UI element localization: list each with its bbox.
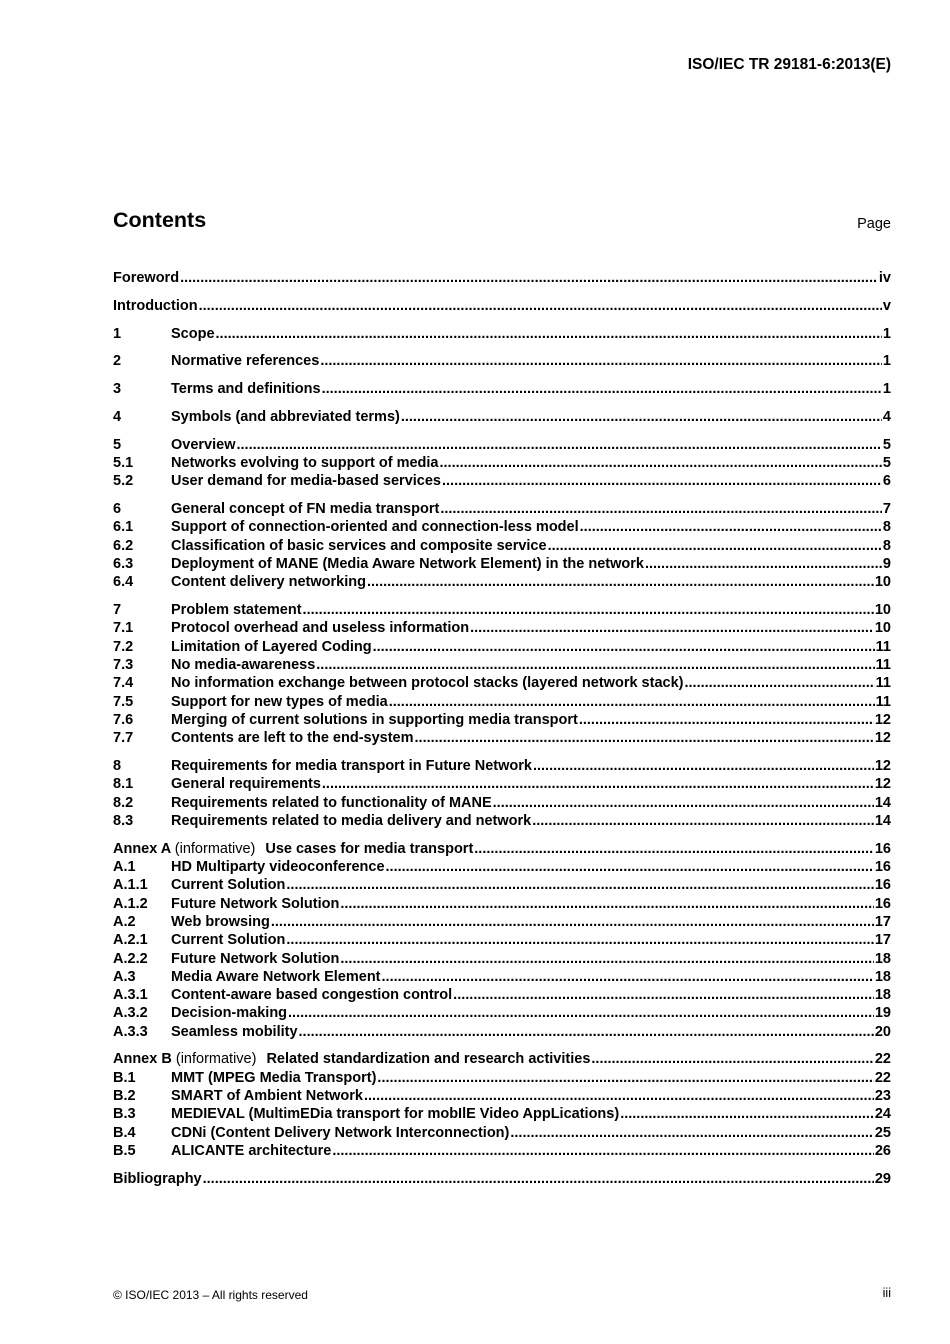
toc-annex-label (113, 1050, 266, 1068)
toc-entry-title: MEDIEVAL (MultimEDia transport for mobIlE Video AppLications) (171, 1106, 620, 1123)
toc-entry-title: Content delivery networking (171, 574, 366, 591)
toc-entry-number: 1 (113, 325, 122, 342)
toc-dot-leader (579, 711, 874, 729)
toc-entry-page: 12 (874, 711, 891, 728)
toc-entry-title: Scope (171, 325, 215, 342)
toc-entry-title: Web browsing (171, 913, 270, 930)
toc-entry[interactable] (113, 555, 891, 573)
toc-entry-number: A.1 (113, 859, 136, 876)
toc-entry-number: A.2.2 (113, 950, 148, 967)
toc-annex-informative: (informative) (175, 1051, 257, 1068)
toc-entry-number: 7 (113, 602, 122, 619)
toc-entry-title: Use cases for media transport (265, 840, 474, 857)
toc-entry-number: A.3.1 (113, 987, 148, 1004)
toc-entry-title: Overview (171, 436, 236, 453)
toc-entry[interactable] (113, 454, 891, 472)
toc-dot-leader (271, 913, 874, 931)
toc-entry-page: 18 (874, 968, 891, 985)
toc-entry-page: 16 (874, 877, 891, 894)
toc-entry-number: 3 (113, 381, 122, 398)
toc-entry[interactable] (113, 757, 891, 775)
toc-entry-number: 8.2 (113, 794, 134, 811)
toc-entry-page: 22 (874, 1069, 891, 1086)
toc-entry-number: 6.1 (113, 519, 134, 536)
toc-entry-title: Seamless mobility (171, 1023, 298, 1040)
toc-entry-number: B.5 (113, 1142, 136, 1159)
toc-entry-number: A.2.1 (113, 932, 148, 949)
toc-entry-title: Symbols (and abbreviated terms) (171, 408, 400, 425)
toc-dot-leader (373, 638, 875, 656)
toc-entry-title: Support of connection-oriented and connection-less model (171, 519, 579, 536)
toc-dot-leader (367, 573, 874, 591)
toc-dot-leader (216, 325, 882, 343)
toc-entry-number: 7.1 (113, 620, 134, 637)
toc-entry-title: Normative references (171, 353, 320, 370)
toc-entry[interactable] (113, 638, 891, 656)
toc-dot-leader (288, 1004, 874, 1022)
toc-entry-page: 11 (875, 657, 891, 674)
toc-entry-number: B.2 (113, 1088, 136, 1105)
toc-dot-leader (442, 472, 882, 490)
toc-entry-number: B.3 (113, 1106, 136, 1123)
toc-entry-page: 16 (874, 859, 891, 876)
toc-dot-leader (322, 380, 882, 398)
toc-entry-title: Networks evolving to support of media (171, 455, 439, 472)
toc-entry-number: A.3 (113, 968, 136, 985)
toc-entry-title: Support for new types of media (171, 693, 388, 710)
toc-entry[interactable] (113, 794, 891, 812)
toc-entry-title: No media-awareness (171, 657, 316, 674)
toc-entry-title: Classification of basic services and composite service (171, 537, 547, 554)
toc-entry-page: 1 (882, 325, 891, 342)
toc-annex-informative: (informative) (174, 840, 256, 857)
toc-entry-number: 8.1 (113, 776, 134, 793)
toc-dot-leader (580, 518, 882, 536)
toc-entry-number: A.3.2 (113, 1005, 148, 1022)
toc-dot-leader (591, 1050, 873, 1068)
toc-entry-title: Decision-making (171, 1005, 288, 1022)
toc-entry-title: General concept of FN media transport (171, 501, 440, 518)
toc-entry[interactable] (113, 352, 891, 370)
toc-dot-leader (286, 876, 873, 894)
toc-dot-leader (401, 408, 882, 426)
toc-entry-number: 8 (113, 758, 122, 775)
toc-entry[interactable] (113, 858, 891, 876)
toc-entry-page: 5 (882, 436, 891, 453)
toc-entry-number: 6.3 (113, 556, 134, 573)
toc-entry[interactable] (113, 537, 891, 555)
toc-dot-leader (510, 1124, 873, 1142)
toc-entry-number: 7.2 (113, 638, 134, 655)
toc-entry-page: 8 (882, 519, 891, 536)
toc-entry-number: 5.1 (113, 455, 134, 472)
toc-annex-label (113, 840, 265, 858)
toc-entry-title: Content-aware based congestion control (171, 987, 453, 1004)
toc-entry-number: 4 (113, 408, 122, 425)
toc-annex-number: Annex A (113, 840, 171, 857)
toc-dot-leader (286, 931, 873, 949)
toc-entry-page: 1 (882, 353, 891, 370)
toc-entry-title: General requirements (171, 776, 321, 793)
toc-entry-title: MMT (MPEG Media Transport) (171, 1069, 377, 1086)
page-column-label: Page (857, 216, 891, 232)
toc-entry-title: Merging of current solutions in supporting media transport (171, 711, 578, 728)
toc-entry-page: 5 (882, 455, 891, 472)
toc-entry-number: 2 (113, 353, 122, 370)
toc-entry-number: 8.3 (113, 812, 134, 829)
toc-dot-leader (180, 269, 878, 287)
toc-entry-page: 7 (882, 501, 891, 518)
toc-dot-leader (320, 352, 882, 370)
toc-entry-title: Current Solution (171, 932, 286, 949)
toc-dot-leader (440, 500, 882, 518)
toc-entry[interactable] (113, 1069, 891, 1087)
toc-dot-leader (532, 812, 874, 830)
toc-entry[interactable] (113, 711, 891, 729)
toc-entry-page: 14 (874, 812, 891, 829)
toc-entry-page: 26 (874, 1142, 891, 1159)
toc-entry-page: 20 (874, 1023, 891, 1040)
toc-entry[interactable] (113, 408, 891, 426)
toc-dot-leader (316, 656, 874, 674)
toc-dot-leader (340, 895, 874, 913)
toc-entry-page: 16 (874, 895, 891, 912)
toc-entry[interactable] (113, 1124, 891, 1142)
toc-entry-number: B.4 (113, 1124, 136, 1141)
toc-entry[interactable] (113, 1050, 891, 1068)
toc-dot-leader (332, 1142, 874, 1160)
toc-entry[interactable] (113, 1023, 891, 1041)
toc-annex-number: Annex B (113, 1051, 172, 1068)
toc-dot-leader (645, 555, 882, 573)
toc-entry-number: A.1.1 (113, 877, 148, 894)
toc-entry[interactable] (113, 812, 891, 830)
toc-entry[interactable] (113, 1004, 891, 1022)
footer-page-number: iii (882, 1286, 891, 1300)
toc-dot-leader (322, 775, 874, 793)
toc-entry-title: Terms and definitions (171, 381, 321, 398)
toc-entry-page: 18 (874, 950, 891, 967)
toc-entry[interactable] (113, 380, 891, 398)
toc-entry-number: 7.7 (113, 730, 134, 747)
toc-entry-title: User demand for media-based services (171, 473, 441, 490)
toc-entry[interactable] (113, 472, 891, 490)
toc-entry-number: 6 (113, 501, 122, 518)
toc-entry-title: Protocol overhead and useless information (171, 620, 470, 637)
toc-entry-page: 11 (875, 675, 891, 692)
toc-entry[interactable] (113, 950, 891, 968)
toc-entry[interactable] (113, 619, 891, 637)
toc-entry-page: 11 (875, 693, 891, 710)
toc-entry-page: 12 (874, 730, 891, 747)
toc-dot-leader (439, 454, 881, 472)
toc-entry-number: A.3.3 (113, 1023, 148, 1040)
toc-dot-leader (237, 436, 882, 454)
toc-entry[interactable] (113, 693, 891, 711)
toc-entry-page: 4 (882, 408, 891, 425)
toc-entry-title: No information exchange between protocol stacks (layered network stack) (171, 675, 684, 692)
toc-dot-leader (340, 950, 874, 968)
toc-entry-page: 11 (875, 638, 891, 655)
contents-heading: Contents (113, 208, 207, 232)
toc-entry-page: 19 (874, 1005, 891, 1022)
toc-dot-leader (199, 297, 882, 315)
toc-dot-leader (299, 1023, 874, 1041)
toc-entry[interactable] (113, 500, 891, 518)
toc-entry-number: 7.5 (113, 693, 134, 710)
toc-entry-page: 9 (882, 556, 891, 573)
toc-dot-leader (386, 858, 874, 876)
toc-entry-number: 5.2 (113, 473, 134, 490)
toc-dot-leader (382, 968, 874, 986)
toc-entry-page: 18 (874, 987, 891, 1004)
toc-entry-title: Requirements related to functionality of MANE (171, 794, 492, 811)
toc-dot-leader (453, 986, 874, 1004)
toc-entry-number: 7.6 (113, 711, 134, 728)
toc-entry-page: 10 (874, 574, 891, 591)
toc-entry-title: CDNi (Content Delivery Network Interconnection) (171, 1124, 510, 1141)
toc-entry-number: 7.4 (113, 675, 134, 692)
toc-dot-leader (620, 1105, 874, 1123)
toc-entry-title: Future Network Solution (171, 895, 340, 912)
toc-dot-leader (684, 674, 874, 692)
toc-dot-leader (389, 693, 875, 711)
document-id: ISO/IEC TR 29181-6:2013(E) (687, 56, 891, 73)
toc-entry-number: 6.4 (113, 574, 134, 591)
toc-entry[interactable] (113, 1170, 891, 1188)
toc-entry-number: 7.3 (113, 657, 134, 674)
toc-entry[interactable] (113, 436, 891, 454)
toc-entry[interactable] (113, 297, 891, 315)
toc-entry-page: 23 (874, 1088, 891, 1105)
toc-entry[interactable] (113, 269, 891, 287)
toc-entry-number: A.2 (113, 913, 136, 930)
toc-dot-leader (474, 840, 874, 858)
toc-entry-title: Future Network Solution (171, 950, 340, 967)
toc-entry[interactable] (113, 876, 891, 894)
toc-entry-page: 1 (882, 381, 891, 398)
toc-entry-number: A.1.2 (113, 895, 148, 912)
toc-entry[interactable] (113, 913, 891, 931)
toc-dot-leader (470, 619, 874, 637)
toc-entry[interactable] (113, 518, 891, 536)
toc-entry-page: 22 (874, 1051, 891, 1068)
toc-entry-page: 24 (874, 1106, 891, 1123)
toc-entry-title: ALICANTE architecture (171, 1142, 332, 1159)
toc-entry[interactable] (113, 986, 891, 1004)
toc-entry[interactable] (113, 840, 891, 858)
toc-entry-page: 10 (874, 620, 891, 637)
toc-entry[interactable] (113, 325, 891, 343)
toc-entry[interactable] (113, 601, 891, 619)
toc-entry-number: 5 (113, 436, 122, 453)
toc-entry[interactable] (113, 1105, 891, 1123)
toc-dot-leader (203, 1170, 874, 1188)
toc-entry-page: 17 (874, 913, 891, 930)
toc-dot-leader (548, 537, 882, 555)
toc-entry-title: Limitation of Layered Coding (171, 638, 372, 655)
toc-entry[interactable] (113, 729, 891, 747)
toc-dot-leader (377, 1069, 873, 1087)
toc-entry-title: HD Multiparty videoconference (171, 859, 385, 876)
toc-entry[interactable] (113, 895, 891, 913)
toc-entry-page: 12 (874, 758, 891, 775)
toc-entry-page: 17 (874, 932, 891, 949)
toc-entry-page: 14 (874, 794, 891, 811)
toc-entry[interactable] (113, 656, 891, 674)
toc-entry[interactable] (113, 968, 891, 986)
toc-entry-title: Foreword (113, 270, 180, 286)
toc-dot-leader (533, 757, 874, 775)
toc-entry-page: 29 (874, 1170, 891, 1187)
toc-entry[interactable] (113, 931, 891, 949)
toc-entry-page: 6 (882, 473, 891, 490)
toc-entry[interactable] (113, 775, 891, 793)
toc-dot-leader (364, 1087, 874, 1105)
toc-entry-page: iv (878, 270, 891, 286)
toc-entry[interactable] (113, 1142, 891, 1160)
toc-entry-title: Introduction (113, 297, 198, 314)
toc-dot-leader (303, 601, 874, 619)
toc-entry-title: Related standardization and research activities (266, 1051, 591, 1068)
table-of-contents (113, 269, 891, 1188)
toc-entry[interactable] (113, 1087, 891, 1105)
toc-entry-page: 12 (874, 776, 891, 793)
toc-entry-number: B.1 (113, 1069, 136, 1086)
toc-entry-title: Requirements related to media delivery and network (171, 812, 532, 829)
toc-entry-title: Requirements for media transport in Future Network (171, 758, 532, 775)
toc-entry-title: Bibliography (113, 1170, 202, 1187)
toc-entry-page: v (882, 297, 891, 314)
toc-entry-page: 25 (874, 1124, 891, 1141)
toc-entry-title: Contents are left to the end-system (171, 730, 414, 747)
toc-entry-page: 16 (874, 840, 891, 857)
toc-entry-title: Current Solution (171, 877, 286, 894)
footer-copyright: © ISO/IEC 2013 – All rights reserved (113, 1288, 308, 1302)
toc-entry-number: 6.2 (113, 537, 134, 554)
toc-entry-title: Media Aware Network Element (171, 968, 381, 985)
toc-entry-title: Deployment of MANE (Media Aware Network Element) in the network (171, 556, 644, 573)
toc-entry[interactable] (113, 674, 891, 692)
toc-entry-title: Problem statement (171, 602, 302, 619)
toc-entry-title: SMART of Ambient Network (171, 1088, 363, 1105)
toc-dot-leader (415, 729, 874, 747)
toc-entry-page: 10 (874, 602, 891, 619)
toc-dot-leader (493, 794, 874, 812)
toc-entry[interactable] (113, 573, 891, 591)
toc-entry-page: 8 (882, 537, 891, 554)
